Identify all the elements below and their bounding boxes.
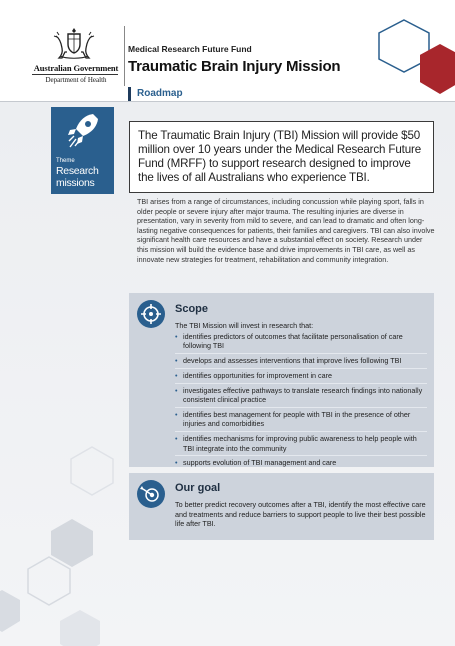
hexagon-decoration-icon bbox=[27, 556, 71, 606]
goal-heading: Our goal bbox=[175, 482, 221, 494]
government-rule bbox=[32, 74, 118, 75]
theme-big-line-2: missions bbox=[56, 177, 95, 189]
intro-lead: The Traumatic Brain Injury (TBI) Mission will provide $50 million over 10 years under the Medical Research Future Fund (MRFF) to support research designed to improve the lives of all Australians who experience TBI. bbox=[138, 129, 422, 184]
hexagon-red-icon bbox=[420, 44, 455, 94]
goal-text: To better predict recovery outcomes after a TBI, identify the most effective care and treatments and reduce barriers to support people to live their best possible life after TBI. bbox=[175, 500, 426, 529]
scope-list-item: • identifies predictors of outcomes that facilitate personalisation of care following TBI bbox=[175, 332, 427, 354]
scope-list-item: • identifies opportunities for improvement in care bbox=[175, 371, 427, 384]
theme-small-label: Theme bbox=[56, 158, 75, 164]
scope-list-item: • investigates effective pathways to translate research findings into nationally consistent clinical practice bbox=[175, 386, 427, 408]
crosshair-icon bbox=[137, 300, 165, 328]
goal-panel bbox=[129, 473, 434, 540]
goal-icon-badge bbox=[137, 480, 165, 508]
scope-intro: The TBI Mission will invest in research that: bbox=[175, 321, 314, 330]
header-divider bbox=[124, 26, 125, 86]
scope-heading: Scope bbox=[175, 303, 209, 315]
hexagon-decoration-icon bbox=[60, 610, 100, 646]
government-name: Australian Government bbox=[33, 63, 119, 73]
section-label: Roadmap bbox=[137, 88, 183, 99]
fund-name: Medical Research Future Fund bbox=[128, 44, 252, 54]
intro-box bbox=[129, 121, 434, 193]
scope-list-item: • develops and assesses interventions that improve lives following TBI bbox=[175, 356, 427, 369]
scope-list-item: • identifies mechanisms for improving public awareness to help people with TBI integrate into the community bbox=[175, 434, 427, 456]
coat-of-arms-icon bbox=[52, 26, 96, 60]
rocket-icon bbox=[65, 111, 101, 155]
scope-list-item: • supports evolution of TBI management and care bbox=[175, 458, 427, 470]
scope-list bbox=[175, 332, 427, 472]
scope-list-item: • identifies best management for people with TBI in the presence of other injuries and comorbidities bbox=[175, 410, 427, 432]
scope-icon-badge bbox=[137, 300, 165, 328]
theme-big-line-1: Research bbox=[56, 165, 99, 177]
page-title: Traumatic Brain Injury Mission bbox=[128, 58, 341, 75]
roadmap-accent-bar bbox=[128, 87, 131, 101]
hexagon-decoration-icon bbox=[0, 590, 20, 632]
scope-panel bbox=[129, 293, 434, 467]
theme-tile bbox=[51, 107, 114, 194]
intro-body: TBI arises from a range of circumstances, including concussion while playing sport, falls in older people or severe injury after major trauma. The resulting injuries are diverse in presentation, vary in severity from mild to severe, and can lead to dramatic and often long-lasting negative consequences for patients, their families and caregivers. TBI can also involve significant health care resources and have a substantial effect on society. Research under this mission will build the evidence base and drive improvements in TBI care, as well as innovate new strategies for treatment, rehabilitation and community integration. bbox=[137, 197, 435, 264]
target-arrow-icon bbox=[137, 480, 165, 508]
page-header bbox=[0, 0, 455, 102]
department-name: Department of Health bbox=[45, 76, 107, 84]
hexagon-decoration-icon bbox=[70, 446, 114, 496]
theme-big-label bbox=[56, 165, 99, 189]
